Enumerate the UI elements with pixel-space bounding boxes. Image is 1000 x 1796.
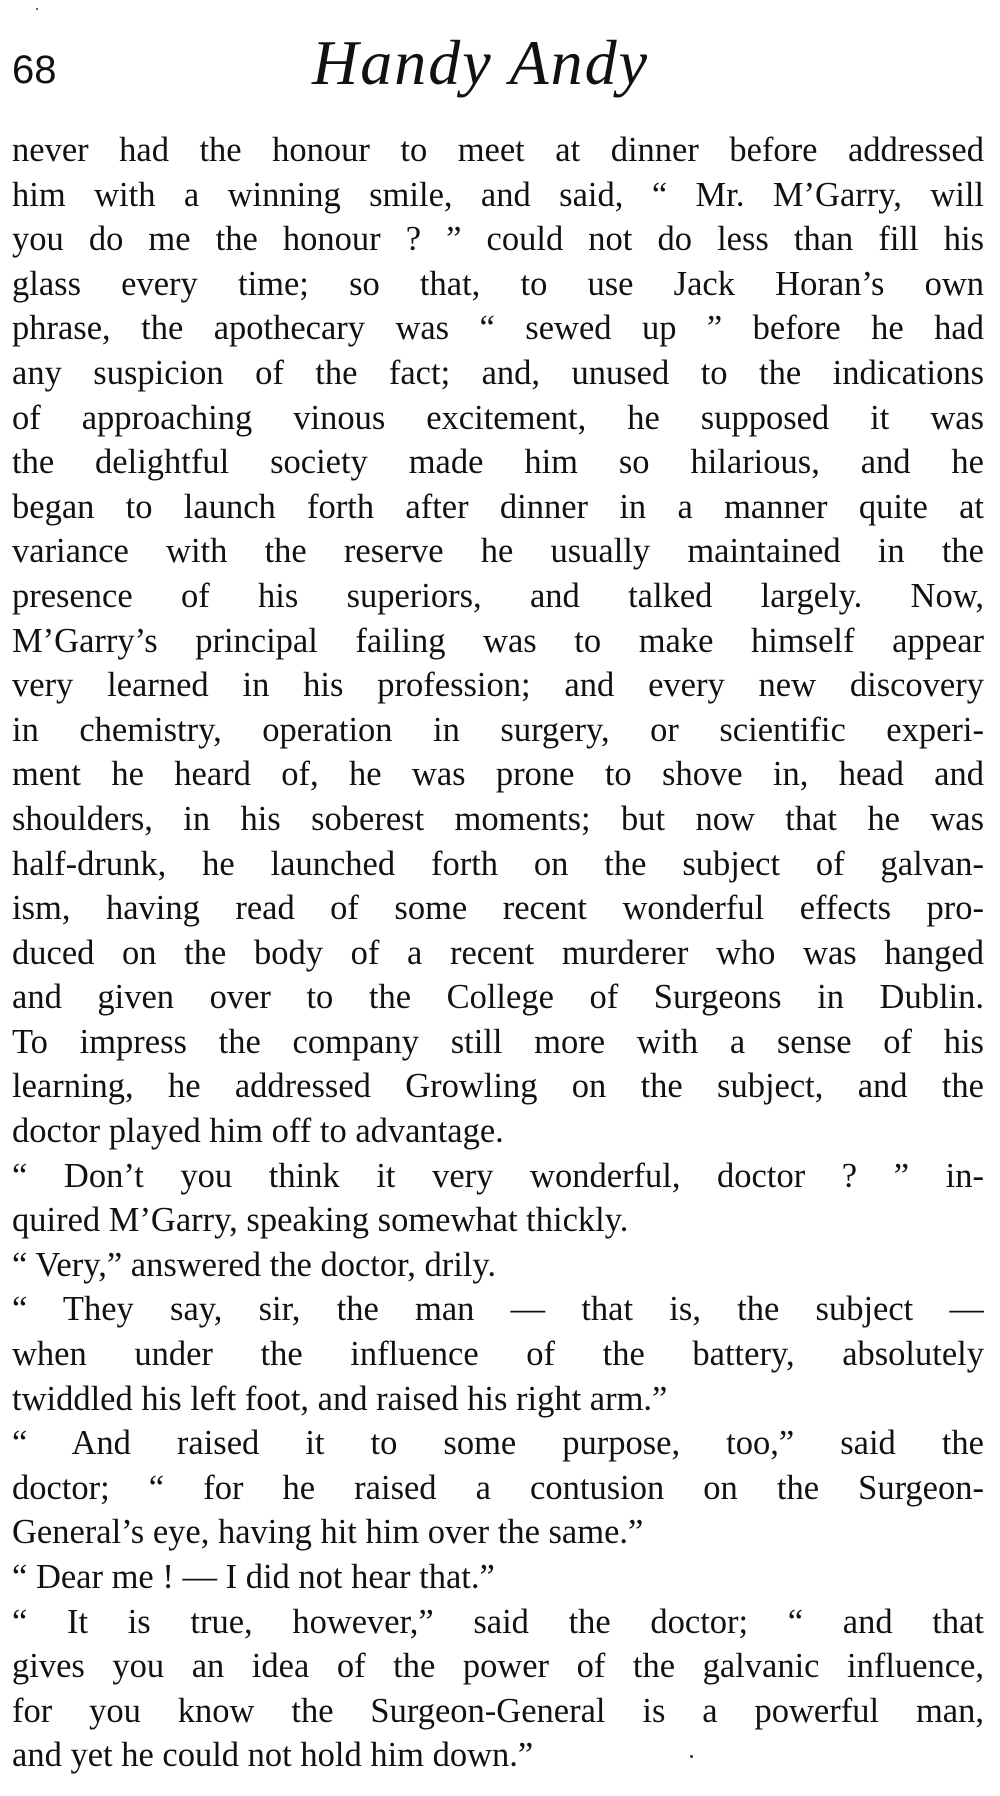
page-header [12,28,992,118]
text-line: quired M’Garry, speaking somewhat thickly. [12,1201,629,1240]
text-line: M’Garry’s principal failing was to make himself appear [12,621,984,660]
speck-mark [690,1755,693,1758]
text-line: when under the influence of the battery, absolutely [12,1335,984,1374]
text-line: variance with the reserve he usually maintained in the [12,532,984,571]
text-line: phrase, the apothecary was “ sewed up ” before he had [12,309,984,348]
text-line: gives you an idea of the power of the galvanic influence, [12,1647,984,1686]
text-line: glass every time; so that, to use Jack Horan’s own [12,264,984,303]
page-number: 68 [12,48,57,92]
text-line: To impress the company still more with a sense of his [12,1022,984,1061]
text-line: “ And raised it to some purpose, too,” said the [12,1424,984,1463]
text-line: him with a winning smile, and said, “ Mr. M’Garry, will [12,175,984,214]
text-line: of approaching vinous excitement, he supposed it was [12,398,984,437]
text-line: ment he heard of, he was prone to shove in, head and [12,755,984,794]
text-line: doctor; “ for he raised a contusion on the Surgeon- [12,1468,984,1507]
body-text [12,128,984,1778]
text-line: you do me the honour ? ” could not do less than fill his [12,220,984,259]
text-line: any suspicion of the fact; and, unused to the indications [12,353,984,392]
text-line: half-drunk, he launched forth on the subject of galvan- [12,844,984,883]
text-line: began to launch forth after dinner in a manner quite at [12,487,984,526]
text-line: and yet he could not hold him down.” [12,1736,534,1775]
text-line: and given over to the College of Surgeons in Dublin. [12,978,984,1017]
text-line: learning, he addressed Growling on the subject, and the [12,1067,984,1106]
text-line: the delightful society made him so hilarious, and he [12,443,984,482]
text-line: “ Don’t you think it very wonderful, doctor ? ” in- [12,1156,984,1195]
text-line: ism, having read of some recent wonderful effects pro- [12,889,984,928]
text-line: very learned in his profession; and every new discovery [12,666,984,705]
text-line: shoulders, in his soberest moments; but now that he was [12,799,984,838]
text-line: “ It is true, however,” said the doctor; “ and that [12,1602,984,1641]
text-line: presence of his superiors, and talked largely. Now, [12,576,984,615]
speck-mark [36,8,38,10]
running-title: Handy Andy [312,27,649,98]
text-line: twiddled his left foot, and raised his right arm.” [12,1379,668,1418]
text-line: in chemistry, operation in surgery, or scientific experi- [12,710,984,749]
text-line: duced on the body of a recent murderer who was hanged [12,933,984,972]
text-line: doctor played him off to advantage. [12,1112,504,1151]
text-line: General’s eye, having hit him over the same.” [12,1513,644,1552]
text-line: for you know the Surgeon-General is a powerful man, [12,1691,984,1730]
text-line: “ Very,” answered the doctor, drily. [12,1245,496,1284]
text-line: never had the honour to meet at dinner before addressed [12,131,984,169]
text-line: “ They say, sir, the man — that is, the subject — [12,1290,984,1329]
text-line: “ Dear me ! — I did not hear that.” [12,1558,495,1596]
